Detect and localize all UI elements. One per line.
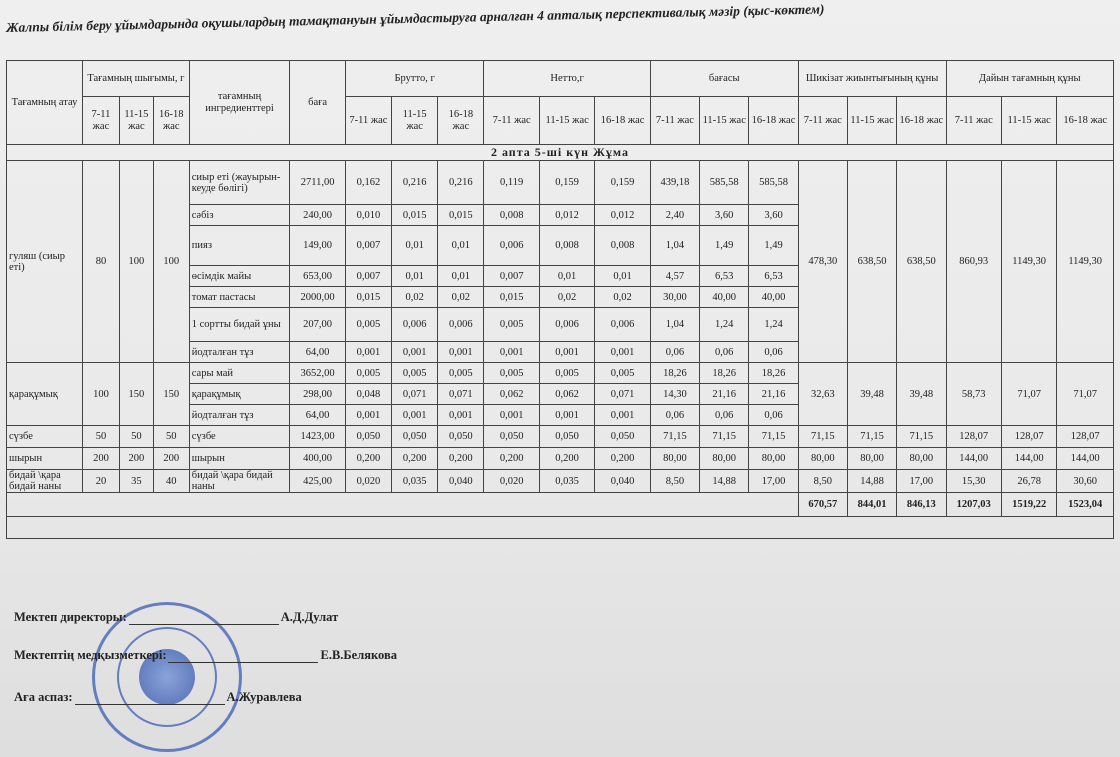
netto-cell: 0,007 [484,266,539,287]
total-raw-cell: 844,01 [847,493,896,517]
raw-cost-cell: 80,00 [847,448,896,470]
ready-cost-cell: 58,73 [946,363,1001,426]
netto-cell: 0,200 [484,448,539,470]
raw-cost-cell: 638,50 [847,161,896,363]
ready-cost-cell: 15,30 [946,470,1001,493]
brutto-cell: 0,040 [438,470,484,493]
brutto-cell: 0,001 [392,405,438,426]
netto-cell: 0,159 [539,161,594,205]
ready-cost-cell: 1149,30 [1001,161,1056,363]
day-label: 2 апта 5-ші күн Жұма [7,145,1114,161]
output-cell: 200 [119,448,153,470]
netto-cell: 0,015 [484,287,539,308]
cost-cell: 0,06 [749,342,798,363]
raw-cost-cell: 39,48 [847,363,896,426]
brutto-cell: 0,035 [392,470,438,493]
ingredient-cell: йодталған тұз [189,405,290,426]
netto-cell: 0,159 [595,161,650,205]
output-cell: 80 [82,161,119,363]
table-row [7,448,1114,470]
cost-cell: 80,00 [749,448,798,470]
brutto-cell: 0,007 [345,266,391,287]
age-header: 7-11 жас [82,97,119,145]
ready-cost-cell: 128,07 [1057,426,1114,448]
ready-cost-cell: 30,60 [1057,470,1114,493]
brutto-cell: 0,050 [438,426,484,448]
age-header: 7-11 жас [946,97,1001,145]
ready-cost-cell: 1149,30 [1057,161,1114,363]
age-header: 11-15 жас [119,97,153,145]
cost-cell: 1,04 [650,226,699,266]
total-raw-cell: 846,13 [897,493,946,517]
brutto-cell: 0,015 [345,287,391,308]
brutto-cell: 0,006 [438,308,484,342]
signature-chef: Аға аспаз: А.Журавлева [14,690,302,704]
netto-cell: 0,001 [595,405,650,426]
age-header: 11-15 жас [1001,97,1056,145]
brutto-cell: 0,006 [392,308,438,342]
raw-cost-cell: 8,50 [798,470,847,493]
brutto-cell: 0,020 [345,470,391,493]
cost-cell: 1,49 [700,226,749,266]
netto-cell: 0,200 [595,448,650,470]
brutto-cell: 0,200 [438,448,484,470]
brutto-cell: 0,162 [345,161,391,205]
cost-cell: 8,50 [650,470,699,493]
brutto-cell: 0,001 [345,405,391,426]
table-row [7,161,1114,205]
price-cell: 64,00 [290,405,345,426]
brutto-cell: 0,01 [392,226,438,266]
netto-cell: 0,005 [484,308,539,342]
brutto-cell: 0,01 [438,266,484,287]
raw-cost-cell: 478,30 [798,161,847,363]
age-header: 16-18 жас [897,97,946,145]
signature-name: Е.В.Белякова [320,648,397,662]
header-ready-cost: Дайын тағамның құны [946,61,1114,97]
ready-cost-cell: 128,07 [946,426,1001,448]
netto-cell: 0,020 [484,470,539,493]
netto-cell: 0,02 [539,287,594,308]
table-row [7,363,1114,384]
netto-cell: 0,012 [595,205,650,226]
cost-cell: 18,26 [700,363,749,384]
empty-cell [7,517,1114,539]
age-header: 7-11 жас [650,97,699,145]
raw-cost-cell: 17,00 [897,470,946,493]
ready-cost-cell: 144,00 [946,448,1001,470]
ingredient-cell: сиыр еті (жауырын-кеуде бөлігі) [189,161,290,205]
cost-cell: 40,00 [700,287,749,308]
cost-cell: 1,49 [749,226,798,266]
brutto-cell: 0,005 [345,308,391,342]
brutto-cell: 0,001 [438,342,484,363]
output-cell: 50 [153,426,189,448]
brutto-cell: 0,010 [345,205,391,226]
raw-cost-cell: 32,63 [798,363,847,426]
price-cell: 425,00 [290,470,345,493]
price-cell: 64,00 [290,342,345,363]
raw-cost-cell: 71,15 [897,426,946,448]
brutto-cell: 0,001 [392,342,438,363]
brutto-cell: 0,050 [392,426,438,448]
dish-name: бидай \қара бидай наны [7,470,83,493]
cost-cell: 3,60 [749,205,798,226]
price-cell: 3652,00 [290,363,345,384]
table-row [7,426,1114,448]
price-cell: 2000,00 [290,287,345,308]
netto-cell: 0,050 [484,426,539,448]
price-cell: 653,00 [290,266,345,287]
price-cell: 2711,00 [290,161,345,205]
netto-cell: 0,006 [539,308,594,342]
age-header: 16-18 жас [438,97,484,145]
cost-cell: 14,30 [650,384,699,405]
netto-cell: 0,062 [539,384,594,405]
cost-cell: 6,53 [749,266,798,287]
brutto-cell: 0,005 [438,363,484,384]
age-header: 16-18 жас [153,97,189,145]
raw-cost-cell: 14,88 [847,470,896,493]
brutto-cell: 0,050 [345,426,391,448]
dish-name: шырын [7,448,83,470]
header-raw-cost: Шикізат жиынтығының құны [798,61,946,97]
ready-cost-cell: 144,00 [1057,448,1114,470]
brutto-cell: 0,015 [392,205,438,226]
signature-director: Мектеп директоры: А.Д.Дулат [14,610,339,624]
netto-cell: 0,012 [539,205,594,226]
netto-cell: 0,001 [484,405,539,426]
output-cell: 200 [82,448,119,470]
netto-cell: 0,008 [484,205,539,226]
cost-cell: 21,16 [700,384,749,405]
brutto-cell: 0,007 [345,226,391,266]
output-cell: 100 [119,161,153,363]
ready-cost-cell: 860,93 [946,161,1001,363]
signature-name: А.Д.Дулат [280,610,339,624]
signature-role: Аға аспаз [14,690,69,704]
cost-cell: 40,00 [749,287,798,308]
netto-cell: 0,008 [539,226,594,266]
cost-cell: 14,88 [700,470,749,493]
netto-cell: 0,006 [484,226,539,266]
ready-cost-cell: 71,07 [1001,363,1056,426]
header-cost: бағасы [650,61,798,97]
cost-cell: 1,24 [749,308,798,342]
totals-row [7,493,1114,517]
cost-cell: 1,24 [700,308,749,342]
netto-cell: 0,200 [539,448,594,470]
price-cell: 149,00 [290,226,345,266]
age-header: 11-15 жас [700,97,749,145]
dish-name: қарақұмық [7,363,83,426]
cost-cell: 3,60 [700,205,749,226]
cost-cell: 30,00 [650,287,699,308]
signature-role: Мектеп директоры [14,610,123,624]
blank-row [7,517,1114,539]
brutto-cell: 0,071 [438,384,484,405]
age-header: 11-15 жас [539,97,594,145]
netto-cell: 0,008 [595,226,650,266]
cost-cell: 21,16 [749,384,798,405]
raw-cost-cell: 71,15 [847,426,896,448]
ingredient-cell: томат пастасы [189,287,290,308]
netto-cell: 0,040 [595,470,650,493]
brutto-cell: 0,001 [345,342,391,363]
cost-cell: 71,15 [650,426,699,448]
menu-body [7,145,1114,539]
netto-cell: 0,001 [595,342,650,363]
netto-cell: 0,062 [484,384,539,405]
netto-cell: 0,02 [595,287,650,308]
price-cell: 1423,00 [290,426,345,448]
cost-cell: 6,53 [700,266,749,287]
total-raw-cell: 670,57 [798,493,847,517]
day-row [7,145,1114,161]
age-header: 7-11 жас [798,97,847,145]
cost-cell: 18,26 [749,363,798,384]
age-header: 7-11 жас [484,97,539,145]
cost-cell: 71,15 [749,426,798,448]
header-brutto: Брутто, г [345,61,484,97]
ready-cost-cell: 71,07 [1057,363,1114,426]
table-row [7,470,1114,493]
brutto-cell: 0,200 [345,448,391,470]
age-header: 11-15 жас [847,97,896,145]
ingredient-cell: бидай \қара бидай наны [189,470,290,493]
cost-cell: 439,18 [650,161,699,205]
brutto-cell: 0,02 [392,287,438,308]
cost-cell: 18,26 [650,363,699,384]
netto-cell: 0,01 [595,266,650,287]
cost-cell: 0,06 [650,405,699,426]
age-header: 7-11 жас [345,97,391,145]
ingredient-cell: сүзбе [189,426,290,448]
price-cell: 207,00 [290,308,345,342]
price-cell: 240,00 [290,205,345,226]
ingredient-cell: йодталған тұз [189,342,290,363]
netto-cell: 0,071 [595,384,650,405]
brutto-cell: 0,02 [438,287,484,308]
price-cell: 400,00 [290,448,345,470]
total-ready-cell: 1519,22 [1001,493,1056,517]
netto-cell: 0,119 [484,161,539,205]
cost-cell: 585,58 [749,161,798,205]
age-header: 16-18 жас [1057,97,1114,145]
raw-cost-cell: 39,48 [897,363,946,426]
ingredient-cell: шырын [189,448,290,470]
netto-cell: 0,035 [539,470,594,493]
netto-cell: 0,001 [484,342,539,363]
ready-cost-cell: 144,00 [1001,448,1056,470]
age-header: 11-15 жас [392,97,438,145]
header-price: баға [290,61,345,145]
header-dish-name: Тағамның атау [7,61,83,145]
cost-cell: 4,57 [650,266,699,287]
price-cell: 298,00 [290,384,345,405]
age-header: 16-18 жас [749,97,798,145]
ready-cost-cell: 128,07 [1001,426,1056,448]
netto-cell: 0,005 [484,363,539,384]
header-netto: Нетто,г [484,61,650,97]
cost-cell: 80,00 [700,448,749,470]
menu-table [6,60,1114,539]
brutto-cell: 0,005 [392,363,438,384]
output-cell: 150 [119,363,153,426]
netto-cell: 0,001 [539,405,594,426]
netto-cell: 0,005 [539,363,594,384]
document-title: Жалпы білім беру ұйымдарында оқушылардың тамақтануын ұйымдастыруға арналған 4 апталық перспективалық мәзір (қыс-көктем) [6,1,825,35]
brutto-cell: 0,216 [392,161,438,205]
ready-cost-cell: 26,78 [1001,470,1056,493]
ingredient-cell: 1 сортты бидай ұны [189,308,290,342]
output-cell: 150 [153,363,189,426]
brutto-cell: 0,048 [345,384,391,405]
netto-cell: 0,005 [595,363,650,384]
dish-name: сүзбе [7,426,83,448]
cost-cell: 2,40 [650,205,699,226]
netto-cell: 0,050 [595,426,650,448]
signature-role: Мектептің медқызметкері [14,648,163,662]
cost-cell: 71,15 [700,426,749,448]
cost-cell: 0,06 [749,405,798,426]
cost-cell: 0,06 [700,405,749,426]
output-cell: 200 [153,448,189,470]
output-cell: 50 [82,426,119,448]
output-cell: 100 [153,161,189,363]
total-ready-cell: 1207,03 [946,493,1001,517]
total-ready-cell: 1523,04 [1057,493,1114,517]
header-ingredients: тағамның ингредиенттері [189,61,290,145]
cost-cell: 1,04 [650,308,699,342]
ingredient-cell: пияз [189,226,290,266]
cost-cell: 17,00 [749,470,798,493]
age-header-row [7,97,1114,145]
raw-cost-cell: 71,15 [798,426,847,448]
raw-cost-cell: 80,00 [897,448,946,470]
brutto-cell: 0,001 [438,405,484,426]
output-cell: 50 [119,426,153,448]
ingredient-cell: сәбіз [189,205,290,226]
output-cell: 20 [82,470,119,493]
empty-cell [7,493,799,517]
ingredient-cell: сары май [189,363,290,384]
netto-cell: 0,01 [539,266,594,287]
ingredient-cell: қарақұмық [189,384,290,405]
brutto-cell: 0,005 [345,363,391,384]
cost-cell: 0,06 [650,342,699,363]
brutto-cell: 0,01 [392,266,438,287]
netto-cell: 0,050 [539,426,594,448]
age-header: 16-18 жас [595,97,650,145]
output-cell: 100 [82,363,119,426]
cost-cell: 585,58 [700,161,749,205]
raw-cost-cell: 638,50 [897,161,946,363]
signature-name: А.Журавлева [226,690,302,704]
netto-cell: 0,006 [595,308,650,342]
header-output: Тағамның шығымы, г [82,61,189,97]
signature-nurse: Мектептің медқызметкері: Е.В.Белякова [14,648,397,662]
cost-cell: 80,00 [650,448,699,470]
ingredient-cell: өсімдік майы [189,266,290,287]
brutto-cell: 0,216 [438,161,484,205]
netto-cell: 0,001 [539,342,594,363]
raw-cost-cell: 80,00 [798,448,847,470]
output-cell: 40 [153,470,189,493]
brutto-cell: 0,200 [392,448,438,470]
brutto-cell: 0,015 [438,205,484,226]
brutto-cell: 0,01 [438,226,484,266]
cost-cell: 0,06 [700,342,749,363]
dish-name: гуляш (сиыр еті) [7,161,83,363]
output-cell: 35 [119,470,153,493]
brutto-cell: 0,071 [392,384,438,405]
